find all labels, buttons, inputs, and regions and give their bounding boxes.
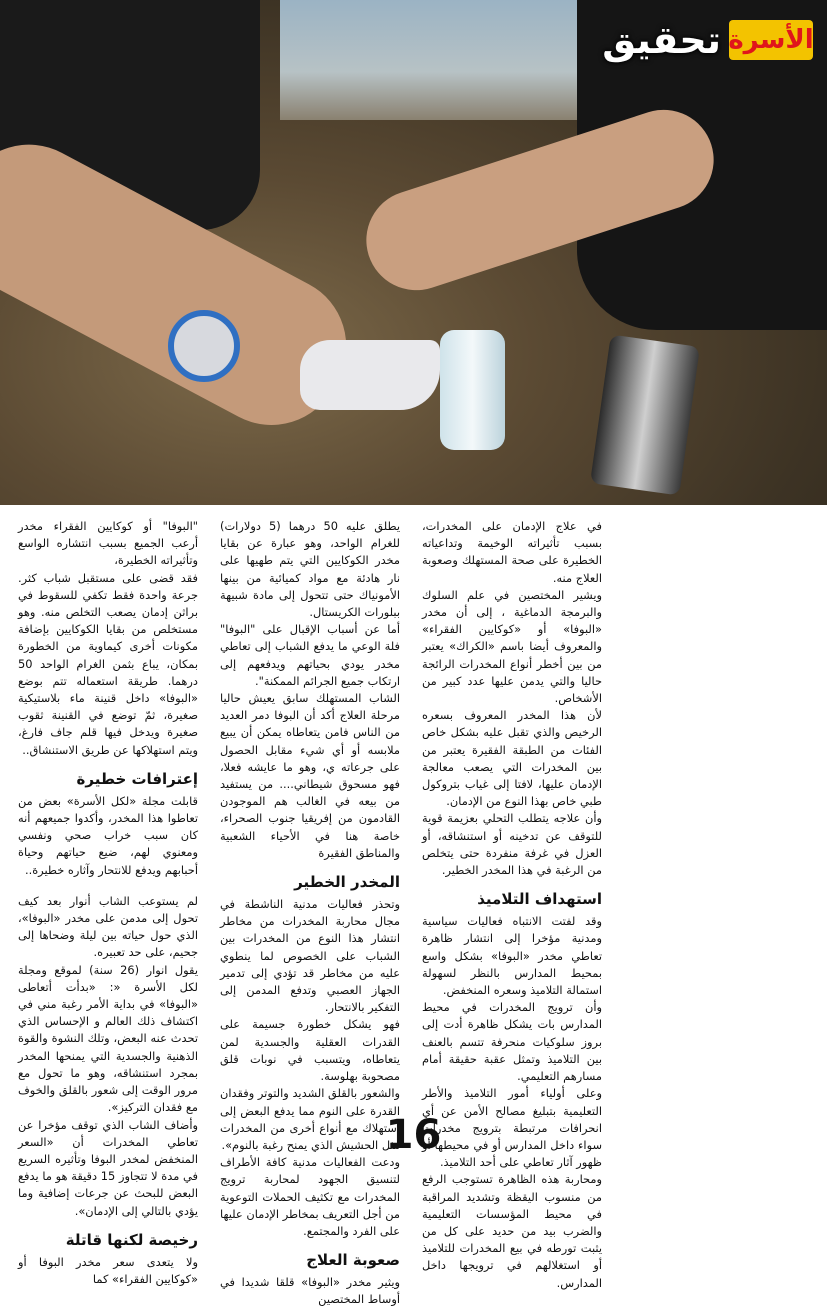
article-photo	[0, 0, 827, 505]
section-title: تحقيق	[602, 18, 721, 62]
page-header	[602, 18, 813, 62]
paragraph: وتحذر فعاليات مدنية الناشطة في مجال محاربة المخدرات من مخاطر انتشار هذا النوع من المخدرات بين الشباب على الخصوص لما ينطوي عليه من مخاطر قد تؤدي إلى تدمير الجهاز العصبي وتدفع المدمن إلى التفكير بالانتحار.	[220, 897, 400, 1015]
paragraph: لم يستوعب الشاب أنوار بعد كيف تحول إلى مدمن على مخدر «البوفا»، الذي حول حياته بين ليلة وضحاها إلى جحيم، على حد تعبيره.	[18, 893, 198, 960]
column-3	[422, 518, 602, 1290]
paragraph: أما عن أسباب الإقبال على "البوفا" فلة الوعي ما يدفع الشباب إلى تعاطي مخدر يودي بحياتهم ويدفعهم إلى ارتكاب جميع الجرائم الممكنة".	[220, 622, 400, 688]
paragraph: ولا يتعدى سعر مخدر البوفا أو «كوكايين الفقراء» كما	[18, 1254, 198, 1286]
paragraph: وأن علاجه يتطلب التحلي بعزيمة قوية للتوقف عن تدخينه أو استنشاقه، أو العزل في غرفة منفردة حتى يتخلص من الرغبة في هذا المخدر الخطير.	[422, 811, 602, 878]
paragraph: الشاب المستهلك سابق يعيش حاليا مرحلة العلاج أكد أن البوفا دمر العديد من الناس فامن يتعاطاه يمكن أن يبيع ملابسه أو أي شيء مقابل الحصول على جرعاته ي، وهو ما عايشه فعلا، فهو مسحوق شيطاني.... من يستفيد من بيعه في الغالب هم الموجودن القادمون من إفريقيا جنوب الصحراء، خاصة هنا في الأحياء الشعبية والمناطق الفقيرة	[220, 691, 400, 860]
subheading: صعوبة العلاج	[306, 1251, 400, 1270]
paragraph: ودعت الفعاليات مدنية كافة الأطراف لتنسيق الجهود لمحاربة ترويج المخدرات مع تكثيف الحملات التوعوية من أجل التعريف بمخاطر الإدمان عليها على الفرد والمجتمع.	[220, 1155, 400, 1238]
paragraph: والشعور بالقلق الشديد والتوتر وفقدان القدرة على النوم مما يدفع البعض إلى استهلاك مع أنواع أخرى من المخدرات مثل الحشيش الذي يمنح رغبة بالنوم».	[220, 1086, 400, 1152]
paragraph: وقد لفتت الانتباه فعاليات سياسية ومدنية مؤخرا إلى انتشار ظاهرة تعاطي مخدر «البوفا» بشكل واسع بمحيط المدارس بالنظر لسهولة استمالة التلاميذ وسعره المنخفض.	[422, 914, 602, 998]
subheading: استهداف التلاميذ	[477, 890, 602, 909]
paragraph: يقول انوار (26 سنة) لموقع ومجلة لكل الأسرة «: «بدأت أتعاطى «البوفا» في بداية الأمر رغبة مني في اكتشاف ذلك العالم و الإحساس الذي تحدث عنه البعض، وتلك النشوة والقوة الذهنية والجسدية التي يمنحها المخدر بمجرد استنشاقه، وهو ما تحول مع مرور الوقت إلى شعور بالقلق والخوف مع فقدان التركيز».	[18, 962, 198, 1115]
paragraph: ويشير المختصين في علم السلوك والبرمجة الدماغية ، إلى أن مخدر «البوفا» أو «كوكايين الفقراء» والمعروف أيضا باسم «الكراك» يعتبر من بين أخطر أنواع المخدرات الرائجة حاليا والتي يدمن عليها عدد كبير من الأشخاص.	[422, 587, 602, 706]
paragraph: "البوفا" أو كوكايين الفقراء مخدر أرعب الجميع بسبب انتشاره الواسع وتأثيراته الخطيرة،	[18, 519, 198, 568]
paragraph: وأن ترويج المخدرات في محيط المدارس بات يشكل ظاهرة أدت إلى بروز سلوكيات منحرفة تتسم بالعنف بين التلاميذ وتمثل عقبة حقيقة أمام مسارهم التعليمي.	[422, 1000, 602, 1084]
photo-tube	[590, 334, 700, 495]
paragraph: وأضاف الشاب الذي توقف مؤخرا عن تعاطي المخدرات أن «السعر المنخفض لمخدر البوفا وتأثيره السريع في مدة لا تتجاوز 15 دقيقة هو ما يدفع البعض للبحث عن جرعات إضافية وما يؤدي بالتالي إلى الإدمان».	[18, 1117, 198, 1218]
paragraph: ويثير مخدر «البوفا» قلقا شديدا في أوساط المختصين	[220, 1275, 400, 1307]
column-2	[220, 518, 401, 1307]
paragraph: يطلق عليه 50 درهما (5 دولارات) للغرام الواحد، وهو عبارة عن بقايا مخدر الكوكايين التي يتم طهيها على نار هادئة مع مواد كميائية من بينها الأمونياك حتى تتحول إلى مادة شبيهة ببلورات الكريستال.	[220, 519, 401, 620]
paragraph: لأن هذا المخدر المعروف بسعره الرخيص والذي تقبل عليه بشكل خاص الفئات من الطبقة الفقيرة يعتبر من بين المخدرات التي يصعب معالجة الإدمان عليها، لافتا إلى غياب بتروكول طبي خاص بهذا النوع من الإدمان.	[422, 708, 602, 809]
paragraph: فهو يشكل خطورة جسيمة على القدرات العقلية والجسدية لمن يتعاطاه، ويتسبب في نوبات قلق مصحوبة بهلوسة.	[220, 1017, 400, 1084]
photo-bottle	[440, 330, 505, 450]
photo-watch	[168, 310, 240, 382]
paragraph: في علاج الإدمان على المخدرات، بسبب تأثيراته الوخيمة وتداعياته الخطيرة على صحة المستهلك وصعوبة العلاج منه.	[422, 519, 602, 585]
paragraph: وعلى أولياء أمور التلاميذ والأطر التعليمية بتبليغ مصالح الأمن عن أي انحرافات مرتبطة بترويج مخدرات سواء داخل المدارس أو في محيطها أو ظهور آثار تعاطي على أحد التلاميذ.	[422, 1086, 602, 1170]
column-1	[18, 518, 198, 1286]
paragraph: ومحاربة هذه الظاهرة تستوجب الرفع من منسوب اليقظة وتشديد المراقبة في محيط المؤسسات التعليمية والضرب بيد من حديد على كل من يثبت تورطه في بيع المخدرات للتلاميذ أو استغلالهم في ترويجها داخل المدارس.	[422, 1172, 602, 1290]
magazine-logo: الأسرة	[729, 20, 813, 60]
paragraph: قابلت مجلة «لكل الأسرة» بعض من تعاطوا هذا المخدر، وأكدوا جميعهم أنه كان سبب خراب صحي ونفسي ومعنوي لهم، ضيع حياتهم وحياة أحبابهم ويدفع للانتحار وآثاره خطيرة..	[18, 793, 198, 877]
subheading: رخيصة لكنها قاتلة	[65, 1230, 198, 1249]
subheading: إعترافات خطيرة	[76, 769, 198, 788]
photo-paper	[300, 340, 440, 410]
page-number: 16	[385, 1112, 442, 1158]
subheading: المخدر الخطير	[294, 873, 400, 892]
paragraph: فقد قضى على مستقبل شباب كثر. جرعة واحدة فقط تكفي للسقوط في براثن إدمان يصعب التخلص منه. وهو مستخلص من بقايا الكوكايين بإضافة مكونات أخرى كيماوية من الخطورة بمكان، يباع بثمن الغرام الواحد 50 درهما. طريقة استعماله تتم بوضع «البوفا» داخل قنينة ماء بلاستيكية صغيرة، ثمّ توضع في القنينة ثقوب صغيرة ويدخل فيها قلم جاف فارغ، ويتم استهلاكها عن طريق الاستنشاق..	[18, 570, 198, 757]
